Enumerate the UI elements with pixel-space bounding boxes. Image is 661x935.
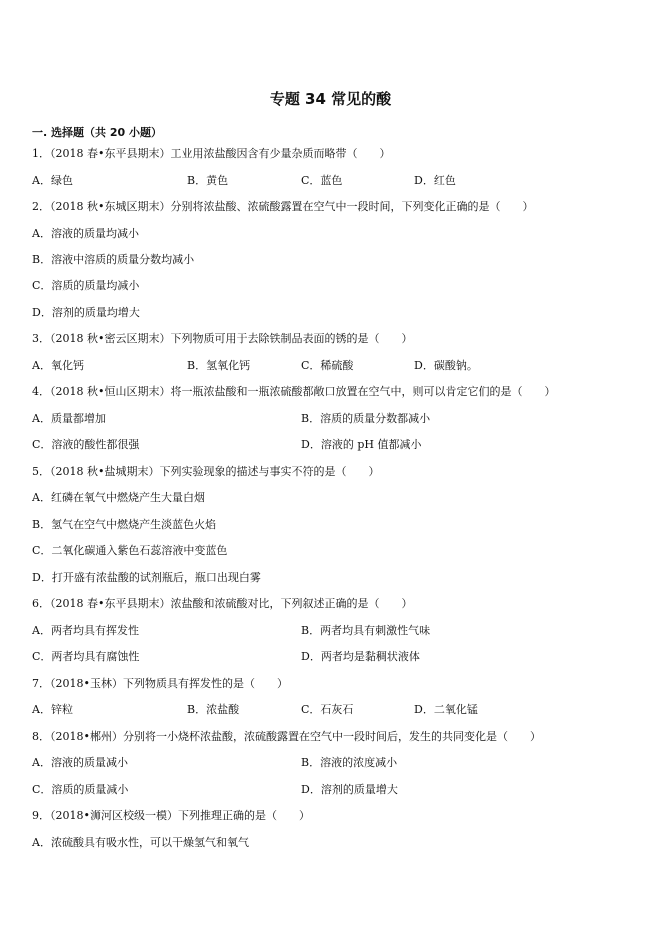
option: D．溶液的 pH 值都减小	[301, 438, 422, 451]
option: B．溶液中溶质的质量分数均减小	[32, 253, 195, 266]
option: A．红磷在氧气中燃烧产生大量白烟	[32, 491, 205, 504]
question-stem: 2．（2018 秋•东城区期末）分别将浓盐酸、浓硫酸露置在空气中一段时间，下列变化正确的是（ ）	[32, 200, 534, 213]
option: A．溶液的质量减小	[32, 756, 128, 769]
option: D．溶剂的质量均增大	[32, 306, 140, 319]
option: A．溶液的质量均减小	[32, 227, 139, 240]
question-stem: 4．（2018 秋•恒山区期末）将一瓶浓盐酸和一瓶浓硫酸都敞口放置在空气中，则可以肯定它们的是（ ）	[32, 385, 556, 398]
option: D．打开盛有浓盐酸的试剂瓶后，瓶口出现白雾	[32, 571, 261, 584]
option: C．石灰石	[301, 703, 354, 716]
option: D．碳酸钠。	[414, 359, 478, 372]
option: C．稀硫酸	[301, 359, 354, 372]
question-stem: 6．（2018 春•东平县期末）浓盐酸和浓硫酸对比，下列叙述正确的是（ ）	[32, 597, 413, 610]
question-stem: 8．（2018•郴州）分别将一小烧杯浓盐酸，浓硫酸露置在空气中一段时间后，发生的共同变化是（ ）	[32, 730, 541, 743]
option: C．二氧化碳通入紫色石蕊溶液中变蓝色	[32, 544, 228, 557]
option: C．蓝色	[301, 174, 343, 187]
option: B．氢氧化钙	[187, 359, 251, 372]
option: C．两者均具有腐蚀性	[32, 650, 140, 663]
option: B．溶液的浓度减小	[301, 756, 398, 769]
option: B．两者均具有刺激性气味	[301, 624, 431, 637]
page-title: 专题 34 常见的酸	[269, 90, 392, 108]
option: A．氧化钙	[32, 359, 84, 372]
section-heading: 一. 选择题（共 20 小题）	[32, 126, 162, 139]
option: A．两者均具有挥发性	[32, 624, 139, 637]
question-stem: 3．（2018 秋•密云区期末）下列物质可用于去除铁制品表面的锈的是（ ）	[32, 332, 413, 345]
option: D．两者均是黏稠状液体	[301, 650, 420, 663]
question-stem: 1．（2018 春•东平县期末）工业用浓盐酸因含有少量杂质而略带（ ）	[32, 147, 391, 160]
option: B．黄色	[187, 174, 229, 187]
option: B．溶质的质量分数都减小	[301, 412, 431, 425]
option: A．质量都增加	[32, 412, 106, 425]
option: D．红色	[414, 174, 456, 187]
question-stem: 5．（2018 秋•盐城期末）下列实验现象的描述与事实不符的是（ ）	[32, 465, 380, 478]
option: C．溶质的质量减小	[32, 783, 129, 796]
option: D．溶剂的质量增大	[301, 783, 398, 796]
option: D．二氧化锰	[414, 703, 478, 716]
option: A．锌粒	[32, 703, 73, 716]
option: C．溶液的酸性都很强	[32, 438, 140, 451]
option: B．氢气在空气中燃烧产生淡蓝色火焰	[32, 518, 217, 531]
question-stem: 7．（2018•玉林）下列物质具有挥发性的是（ ）	[32, 677, 288, 690]
option: A．绿色	[32, 174, 73, 187]
option: B．浓盐酸	[187, 703, 240, 716]
option: A．浓硫酸具有吸水性，可以干燥氢气和氧气	[32, 836, 249, 849]
question-stem: 9．（2018•浉河区校级一模）下列推理正确的是（ ）	[32, 809, 310, 822]
option: C．溶质的质量均减小	[32, 279, 140, 292]
